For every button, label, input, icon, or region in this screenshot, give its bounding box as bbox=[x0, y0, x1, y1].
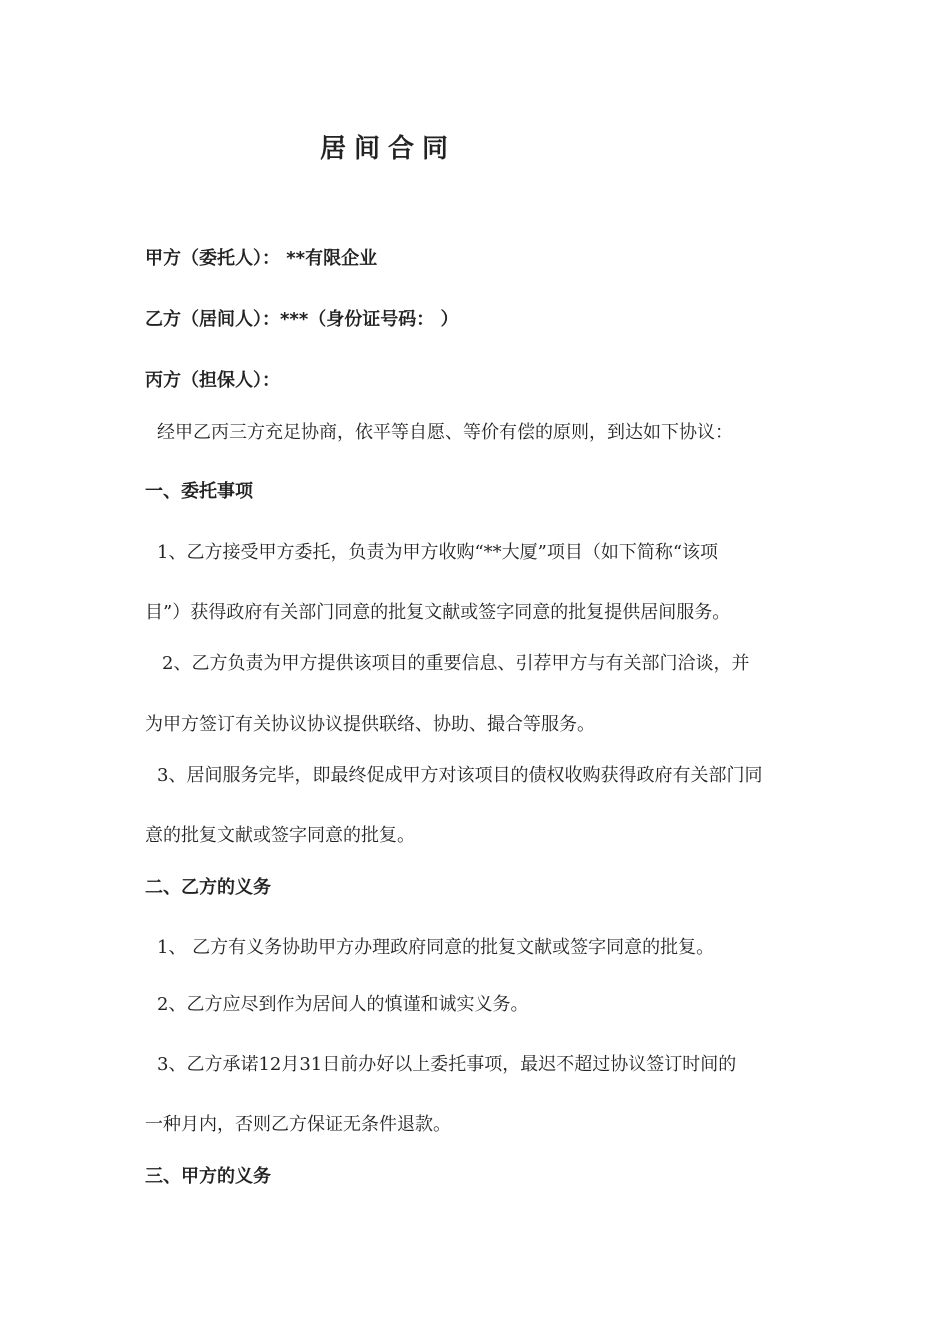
section-1-item-3-line-2: 意的批复文献或签字同意的批复。 bbox=[145, 825, 415, 846]
section-1-item-2-line-2: 为甲方签订有关协议协议提供联络、协助、撮合等服务。 bbox=[145, 714, 595, 735]
section-3-heading: 三、甲方的义务 bbox=[145, 1166, 271, 1187]
party-c-line: 丙方（担保人）： bbox=[145, 370, 280, 391]
section-1-item-1-line-1: 1、乙方接受甲方委托，负责为甲方收购“**大厦”项目（如下简称“该项 bbox=[157, 542, 719, 563]
party-b-line: 乙方（居间人）：***（身份证号码： ） bbox=[145, 309, 459, 330]
section-1-item-2-line-1: 2、乙方负责为甲方提供该项目的重要信息、引荐甲方与有关部门洽谈，并 bbox=[162, 653, 750, 674]
document-title: 居间合同 bbox=[320, 134, 457, 164]
section-1-item-3-line-1: 3、居间服务完毕，即最终促成甲方对该项目的债权收购获得政府有关部门同 bbox=[157, 765, 763, 786]
section-2-item-2: 2、乙方应尽到作为居间人的慎谨和诚实义务。 bbox=[157, 994, 529, 1015]
section-2-item-3-line-1: 3、乙方承诺12月31日前办好以上委托事项，最迟不超过协议签订时间的 bbox=[157, 1054, 737, 1075]
section-1-heading: 一、委托事项 bbox=[145, 481, 253, 502]
section-2-item-1: 1、 乙方有义务协助甲方办理政府同意的批复文献或签字同意的批复。 bbox=[157, 937, 715, 958]
intro-paragraph: 经甲乙丙三方充足协商，依平等自愿、等价有偿的原则，到达如下协议： bbox=[157, 422, 733, 443]
section-1-item-1-line-2: 目”）获得政府有关部门同意的批复文献或签字同意的批复提供居间服务。 bbox=[145, 602, 731, 623]
section-2-heading: 二、乙方的义务 bbox=[145, 877, 271, 898]
section-2-item-3-line-2: 一种月内，否则乙方保证无条件退款。 bbox=[145, 1114, 451, 1135]
party-a-line: 甲方（委托人）： **有限企业 bbox=[145, 248, 378, 269]
